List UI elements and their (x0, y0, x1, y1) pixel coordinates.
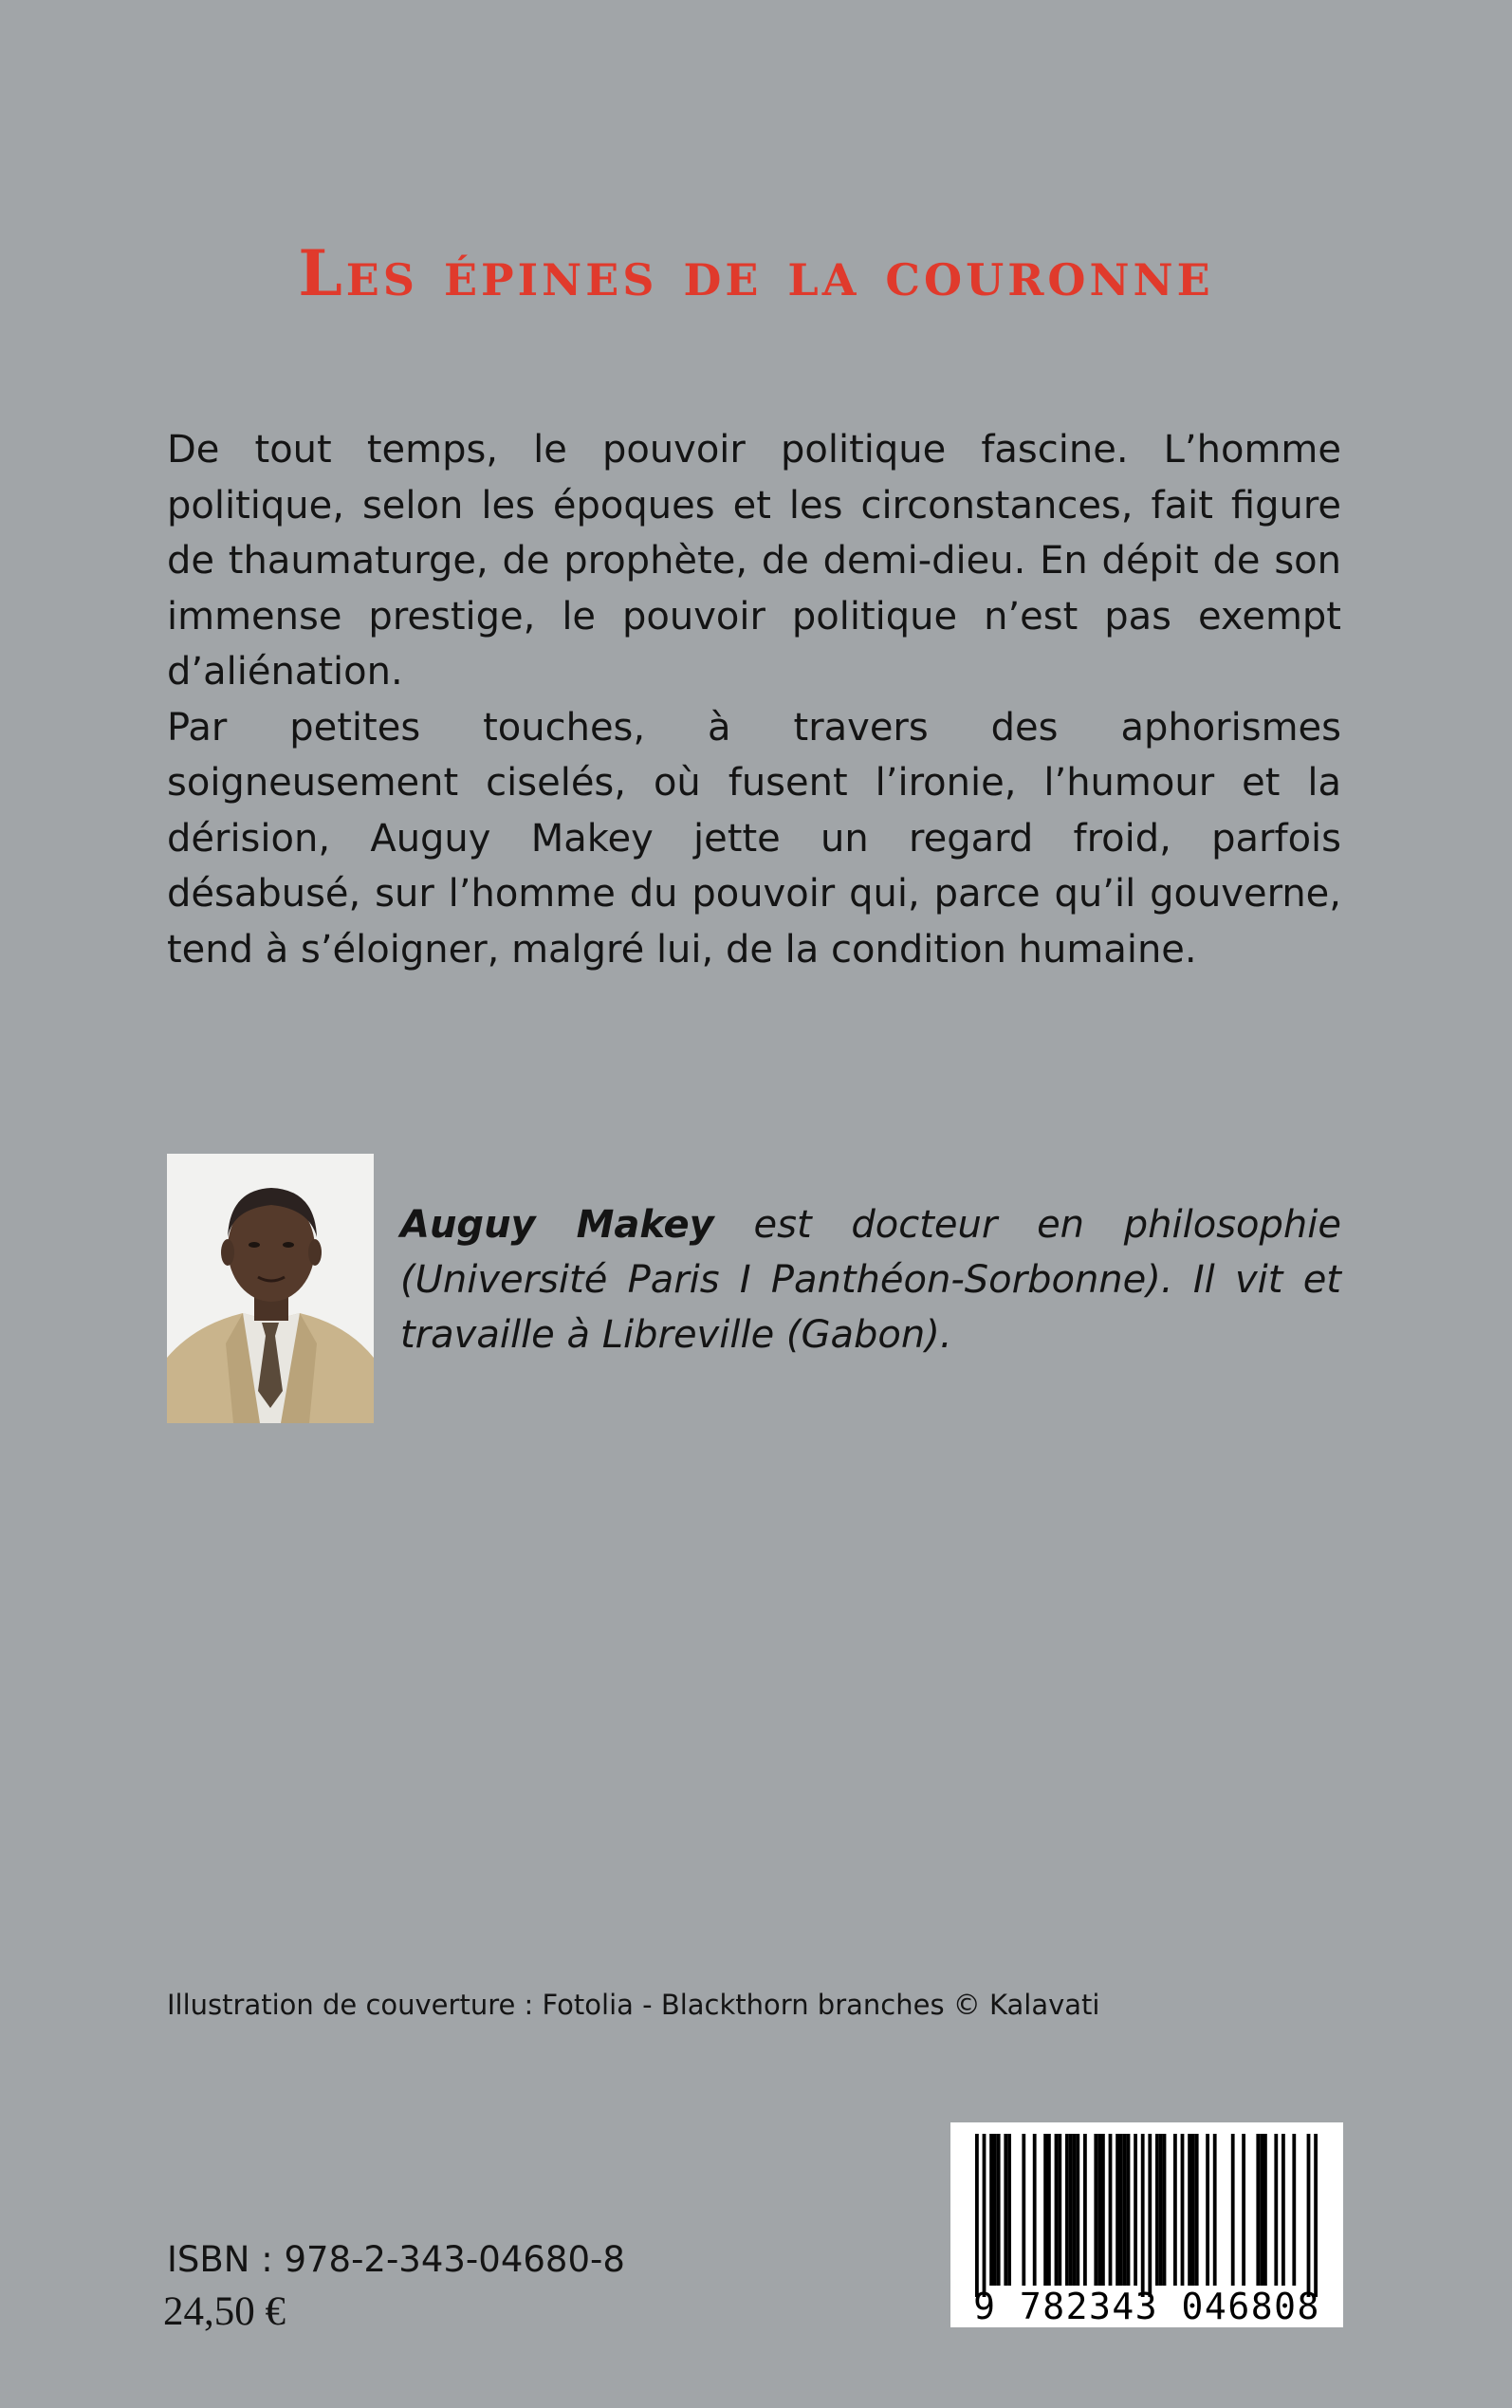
blurb-paragraph-2: Par petites touches, à travers des aphorismes soigneusement ciselés, où fusent l’ironie, l’humour et la dérision, Auguy Makey jette un regard froid, parfois désabusé, sur l’homme du pouvoir qui, parce qu’il gouverne, tend à s’éloigner, malgré lui, de la condition humaine. (167, 705, 1341, 972)
barcode-bar (1134, 2134, 1137, 2286)
barcode-bar (1307, 2134, 1311, 2297)
barcode-bar (1191, 2134, 1195, 2286)
barcode-bar (1097, 2134, 1101, 2286)
barcode-bar (1094, 2134, 1097, 2286)
barcode-bar (1256, 2134, 1260, 2286)
barcode-bar (975, 2134, 979, 2297)
barcode-bar (1065, 2134, 1069, 2286)
barcode-bar (1314, 2134, 1318, 2297)
barcode-bar (1127, 2134, 1131, 2286)
barcode-bar (1231, 2134, 1235, 2286)
author-photo (167, 1154, 374, 1423)
barcode-bar (1195, 2134, 1199, 2286)
barcode-bar (1076, 2134, 1079, 2286)
cover-credit: Illustration de couverture : Fotolia - Blackthorn branches © Kalavati (167, 1989, 1100, 2021)
barcode-bar (1282, 2134, 1285, 2286)
blurb-paragraph-1: De tout temps, le pouvoir politique fascine. L’homme politique, selon les époques et les circonstances, fait figure de thaumaturge, de prophète, de demi-dieu. En dépit de son immense prestige, le pouvoir politique n’est pas exempt d’aliénation. (167, 428, 1341, 694)
barcode-bar (1260, 2134, 1263, 2286)
barcode-bar (1173, 2134, 1177, 2286)
author-bio-text: est docteur en philosophie (Université Paris I Panthéon-Sorbonne). Il vit et travaille à Libreville (Gabon). (400, 1203, 1341, 1357)
barcode-bar (989, 2134, 993, 2286)
barcode-bar (1123, 2134, 1127, 2286)
barcode-bars (975, 2134, 1318, 2297)
barcode-bar (983, 2134, 986, 2297)
author-name: Auguy Makey (400, 1203, 714, 1247)
barcode-bar (1263, 2134, 1267, 2286)
isbn: ISBN : 978-2-343-04680-8 (167, 2239, 625, 2280)
barcode (950, 2122, 1343, 2327)
book-title: Les épines de la couronne (298, 236, 1214, 311)
barcode-bar (1292, 2134, 1296, 2286)
barcode-bar (1116, 2134, 1119, 2286)
back-cover-blurb (167, 422, 1341, 977)
barcode-bar (1155, 2134, 1159, 2286)
price: 24,50 € (163, 2289, 286, 2334)
barcode-bar (1073, 2134, 1077, 2286)
barcode-bar (1043, 2134, 1047, 2286)
barcode-bar (1022, 2134, 1025, 2286)
barcode-bar (1274, 2134, 1278, 2286)
barcode-bar (1109, 2134, 1113, 2286)
barcode-bar (993, 2134, 997, 2286)
barcode-bar (1181, 2134, 1185, 2286)
barcode-bar (1206, 2134, 1209, 2286)
barcode-bar (1213, 2134, 1217, 2286)
barcode-bar (1047, 2134, 1051, 2286)
barcode-bar (1055, 2134, 1059, 2286)
barcode-bar (1119, 2134, 1123, 2286)
barcode-bar (1242, 2134, 1245, 2286)
barcode-bar (1004, 2134, 1007, 2286)
barcode-bar (1148, 2134, 1152, 2297)
barcode-bar (1033, 2134, 1037, 2286)
barcode-bar (1163, 2134, 1167, 2286)
barcode-bar (1159, 2134, 1163, 2286)
barcode-digits: 9 782343 046808 (973, 2286, 1320, 2327)
author-bio (400, 1197, 1341, 1362)
barcode-bar (1069, 2134, 1073, 2286)
barcode-bar (997, 2134, 1001, 2286)
barcode-bar (1188, 2134, 1191, 2286)
barcode-bar (1083, 2134, 1087, 2286)
barcode-bar (1141, 2134, 1145, 2297)
barcode-bar (1058, 2134, 1061, 2286)
barcode-bar (1007, 2134, 1011, 2286)
barcode-bar (1101, 2134, 1105, 2286)
